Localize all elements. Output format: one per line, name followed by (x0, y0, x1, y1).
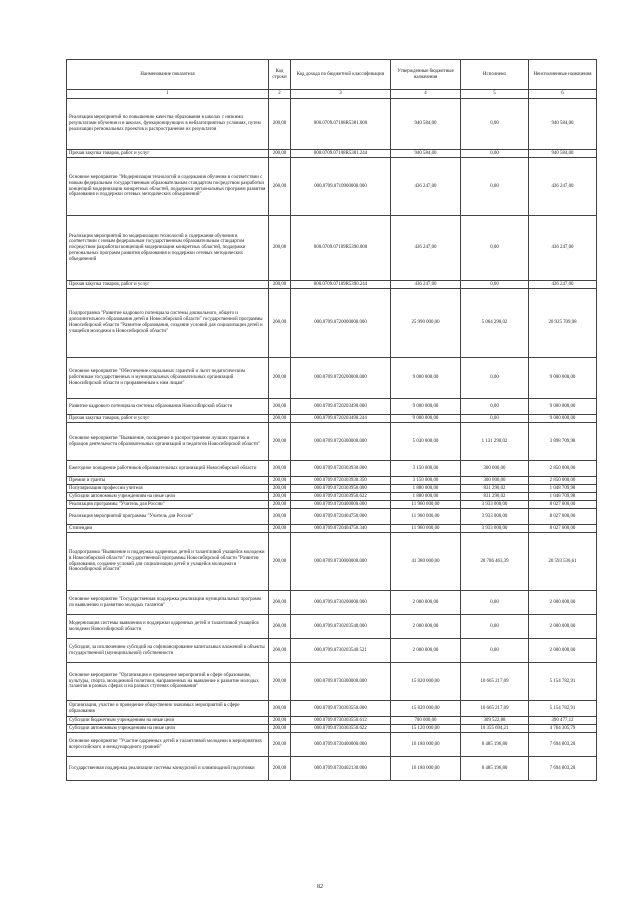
row-code: 200,00 (269, 423, 291, 461)
table-row (67, 615, 597, 639)
row-code: 200,00 (269, 415, 291, 423)
row-code: 200,00 (269, 533, 291, 591)
row-name: Основное мероприятие "Государственная поддержка реализации муниципальных программ по выявлению и развитию молодых талантов" (67, 591, 269, 615)
row-code: 200,00 (269, 725, 291, 733)
table-row (67, 639, 597, 663)
row-unexecuted: 1 048 709,98 (529, 493, 597, 501)
row-unexecuted: 5 154 782,91 (529, 663, 597, 701)
row-approved: 9 000 000,00 (391, 399, 461, 415)
page-number: 82 (317, 884, 323, 890)
row-name: Модернизация системы выявления и поддержки одаренных детей и талантливой учащейся молодежи Новосибирской области (67, 615, 269, 639)
table-row (67, 461, 597, 477)
row-executed: 300 000,00 (461, 461, 529, 477)
row-approved: 1 880 000,00 (391, 485, 461, 493)
row-executed: 0,00 (461, 399, 529, 415)
row-executed: 10 665 217,09 (461, 663, 529, 701)
row-unexecuted: 8 027 000,00 (529, 525, 597, 533)
table-row (67, 216, 597, 281)
table-row (67, 485, 597, 493)
header-code: Код строки (269, 60, 291, 90)
row-approved: 16 180 000,00 (391, 757, 461, 781)
row-name: Подпрограмма "Выявление и поддержка одаренных детей и талантливой учащейся молодежи в Новосибирской области" государственной программы Новосибирской области "Развитие образования, создание условий для социализации детей и учащейся молодежи в Новосибирской области" (67, 533, 269, 591)
row-approved: 436 247,00 (391, 216, 461, 281)
row-code: 200,00 (269, 701, 291, 717)
row-kbk: 000.0709.0720303950.000 (291, 485, 391, 493)
table-row (67, 150, 597, 158)
row-code: 200,00 (269, 663, 291, 701)
row-kbk: 000.0709.0720400000.000 (291, 501, 391, 509)
row-code: 200,00 (269, 639, 291, 663)
row-unexecuted: 8 027 000,00 (529, 501, 597, 509)
row-executed: 1 131 290,02 (461, 423, 529, 461)
row-executed: 300 000,00 (461, 477, 529, 485)
row-executed: 0,00 (461, 99, 529, 150)
row-name: Реализация мероприятий по повышению качества образования в школах с низкими результатами обучения и в школах, функционирующих в неблагоприятных условиях, путем реализации региональных проектов и распространения их результатов (67, 99, 269, 150)
column-number: 4 (391, 90, 461, 99)
row-name: Подпрограмма "Развитие кадрового потенциала системы дошкольного, общего и дополнительного образования детей в Новосибирской области" государственной программы Новосибирской области "Развитие образования, создание условий для социализации детей и учащейся молодежи в Новосибирской области" (67, 289, 269, 358)
row-executed: 0,00 (461, 415, 529, 423)
table-row (67, 399, 597, 415)
header-row (67, 60, 597, 90)
row-unexecuted: 2 850 000,00 (529, 461, 597, 477)
row-kbk: 000.0709.0720303930.000 (291, 461, 391, 477)
row-unexecuted: 4 764 305,79 (529, 725, 597, 733)
table-row (67, 158, 597, 216)
row-kbk: 000.0709.0710900000.000 (291, 158, 391, 216)
row-unexecuted: 2 000 000,00 (529, 615, 597, 639)
column-number: 1 (67, 90, 269, 99)
table-row (67, 725, 597, 733)
row-approved: 940 584,00 (391, 99, 461, 150)
column-number: 5 (461, 90, 529, 99)
row-code: 200,00 (269, 461, 291, 477)
row-approved: 11 960 000,00 (391, 509, 461, 525)
row-kbk: 000.0709.0730300000.000 (291, 663, 391, 701)
row-code: 200,00 (269, 281, 291, 289)
row-name: Основное мероприятие "Участие одаренных детей и талантливой молодежи в мероприятиях всероссийского и международного уровней" (67, 733, 269, 757)
table-row (67, 415, 597, 423)
row-executed: 5 064 290,02 (461, 289, 529, 358)
column-number: 2 (269, 90, 291, 99)
table-row (67, 501, 597, 509)
table-row (67, 477, 597, 485)
table-row (67, 663, 597, 701)
row-code: 200,00 (269, 216, 291, 281)
header-approved: Утвержденные бюджетные назначения (391, 60, 461, 90)
column-number-row (67, 90, 597, 99)
row-approved: 9 000 000,00 (391, 358, 461, 399)
row-executed: 10 665 217,09 (461, 701, 529, 717)
row-name: Государственная поддержка реализации системы конкурсной и олимпиадной подготовки (67, 757, 269, 781)
row-approved: 1 880 000,00 (391, 493, 461, 501)
row-name: Реализация мероприятий программы "Учитель для России" (67, 509, 269, 525)
row-name: Премии и гранты (67, 477, 269, 485)
table-row (67, 281, 597, 289)
row-executed: 10 355 694,21 (461, 725, 529, 733)
row-executed: 3 933 000,00 (461, 525, 529, 533)
column-number: 6 (529, 90, 597, 99)
row-name: Субсидии автономным учреждениям на иные цели (67, 493, 269, 501)
table-row (67, 717, 597, 725)
row-code: 200,00 (269, 358, 291, 399)
row-approved: 15 820 000,00 (391, 701, 461, 717)
row-kbk: 000.0709.07108R5381.244 (291, 150, 391, 158)
row-code: 200,00 (269, 477, 291, 485)
row-code: 200,00 (269, 525, 291, 533)
row-kbk: 000.0709.0720303930.350 (291, 477, 391, 485)
row-name: Прочая закупка товаров, работ и услуг (67, 281, 269, 289)
row-name: Основное мероприятие "Модернизация технологий и содержания обучения в соответствии с новым федеральным государственным образовательным стандартом посредством разработки концепций модернизации конкретных областей, поддержки региональных программ развития образования и поддержки сетевых методических объединений" (67, 158, 269, 216)
row-kbk: 000.0709.0720000000.000 (291, 289, 391, 358)
row-approved: 11 960 000,00 (391, 525, 461, 533)
row-code: 200,00 (269, 99, 291, 150)
header-unexecuted: Неисполненные назначения (529, 60, 597, 90)
table-row (67, 358, 597, 399)
row-unexecuted: 9 000 000,00 (529, 358, 597, 399)
row-code: 200,00 (269, 615, 291, 639)
row-kbk: 000.0709.0720300000.000 (291, 423, 391, 461)
row-executed: 0,00 (461, 615, 529, 639)
row-executed: 3 933 000,00 (461, 501, 529, 509)
row-kbk: 000.0709.07109R5390.244 (291, 281, 391, 289)
row-unexecuted: 436 247,00 (529, 216, 597, 281)
row-unexecuted: 1 048 709,98 (529, 485, 597, 493)
row-unexecuted: 9 000 000,00 (529, 415, 597, 423)
row-kbk: 000.0709.0730203540.521 (291, 639, 391, 663)
row-approved: 2 000 000,00 (391, 591, 461, 615)
row-kbk: 000.0709.0730200000.000 (291, 591, 391, 615)
row-approved: 25 990 000,00 (391, 289, 461, 358)
row-approved: 940 584,00 (391, 150, 461, 158)
row-executed: 0,00 (461, 150, 529, 158)
row-approved: 3 150 000,00 (391, 477, 461, 485)
table-row (67, 533, 597, 591)
row-executed: 0,00 (461, 639, 529, 663)
row-kbk: 000.0709.07109R5390.000 (291, 216, 391, 281)
table-row (67, 733, 597, 757)
row-approved: 700 000,00 (391, 717, 461, 725)
row-approved: 15 120 000,00 (391, 725, 461, 733)
row-code: 200,00 (269, 733, 291, 757)
row-approved: 2 000 000,00 (391, 639, 461, 663)
row-code: 200,00 (269, 757, 291, 781)
row-code: 200,00 (269, 158, 291, 216)
row-unexecuted: 9 000 000,00 (529, 399, 597, 415)
row-approved: 11 960 000,00 (391, 501, 461, 509)
row-code: 200,00 (269, 485, 291, 493)
row-executed: 3 933 000,00 (461, 509, 529, 525)
row-name: Реализация мероприятий по модернизации технологий и содержания обучения в соответствии с новым федеральным государственным образовательным стандартом посредством разработки концепций модернизации конкретных областей, поддержки региональных программ развития образования и поддержки сетевых методических объединений (67, 216, 269, 281)
row-kbk: 000.0709.0730303550.000 (291, 701, 391, 717)
row-unexecuted: 5 154 782,91 (529, 701, 597, 717)
row-unexecuted: 20 925 709,98 (529, 289, 597, 358)
row-executed: 0,00 (461, 158, 529, 216)
row-code: 200,00 (269, 509, 291, 525)
row-kbk: 000.0709.0720303950.622 (291, 493, 391, 501)
row-executed: 309 522,88 (461, 717, 529, 725)
row-name: Развитие кадрового потенциала системы образования Новосибирской области (67, 399, 269, 415)
row-executed: 831 290,02 (461, 485, 529, 493)
row-kbk: 000.0709.0720404750.000 (291, 509, 391, 525)
row-executed: 0,00 (461, 591, 529, 615)
row-unexecuted: 390 477,12 (529, 717, 597, 725)
row-kbk: 000.0709.0730303550.612 (291, 717, 391, 725)
row-unexecuted: 940 584,00 (529, 150, 597, 158)
row-approved: 41 380 000,00 (391, 533, 461, 591)
row-approved: 2 000 000,00 (391, 615, 461, 639)
row-approved: 3 150 000,00 (391, 461, 461, 477)
row-name: Субсидии автономным учреждениям на иные цели (67, 725, 269, 733)
row-approved: 436 247,00 (391, 158, 461, 216)
row-executed: 0,00 (461, 358, 529, 399)
header-kbk: Код дохода по бюджетной классификации (291, 60, 391, 90)
row-kbk: 000.0709.0730203540.000 (291, 615, 391, 639)
budget-execution-table (66, 59, 597, 781)
row-code: 200,00 (269, 591, 291, 615)
row-kbk: 000.0709.0720200000.000 (291, 358, 391, 399)
row-kbk: 000.0709.0720404750.340 (291, 525, 391, 533)
row-name: Прочая закупка товаров, работ и услуг (67, 415, 269, 423)
table-row (67, 757, 597, 781)
table-row (67, 701, 597, 717)
row-name: Субсидии, за исключением субсидий на софинансирование капитальных вложений в объекты государственной (муниципальной) собственности (67, 639, 269, 663)
row-name: Организация, участие и проведение общественно значимых мероприятий в сфере образования (67, 701, 269, 717)
row-code: 200,00 (269, 493, 291, 501)
row-unexecuted: 436 247,00 (529, 158, 597, 216)
row-kbk: 000.0709.0730303550.622 (291, 725, 391, 733)
row-name: Основное мероприятие "Организация и проведение мероприятий в сфере образования, культуры, спорта, молодежной политики, направленных на выявление и развитие молодых талантов в разных сферах и на разных ступенях образования" (67, 663, 269, 701)
row-unexecuted: 3 898 709,98 (529, 423, 597, 461)
row-approved: 5 030 000,00 (391, 423, 461, 461)
row-executed: 0,00 (461, 216, 529, 281)
row-approved: 9 000 000,00 (391, 415, 461, 423)
row-unexecuted: 7 694 803,20 (529, 733, 597, 757)
row-executed: 831 290,02 (461, 493, 529, 501)
row-unexecuted: 7 694 803,20 (529, 757, 597, 781)
row-name: Ежегодное поощрение работников образовательных организаций Новосибирской области (67, 461, 269, 477)
row-name: Основное мероприятие "Выявление, поощрение и распространение лучших практик и образцов деятельности образовательных организаций и педагогов Новосибирской области" (67, 423, 269, 461)
row-code: 200,00 (269, 289, 291, 358)
row-unexecuted: 940 584,00 (529, 99, 597, 150)
header-name: Наименование показателя (67, 60, 269, 90)
row-approved: 15 820 000,00 (391, 663, 461, 701)
row-approved: 436 247,00 (391, 281, 461, 289)
column-number: 3 (291, 90, 391, 99)
row-executed: 20 786 463,39 (461, 533, 529, 591)
row-executed: 0,00 (461, 281, 529, 289)
row-executed: 8 485 196,80 (461, 733, 529, 757)
row-name: Популяризация профессии учителя (67, 485, 269, 493)
row-code: 200,00 (269, 717, 291, 725)
row-code: 200,00 (269, 399, 291, 415)
table-row (67, 525, 597, 533)
row-unexecuted: 8 027 000,00 (529, 509, 597, 525)
row-code: 200,00 (269, 150, 291, 158)
table-row (67, 493, 597, 501)
row-unexecuted: 436 247,00 (529, 281, 597, 289)
row-code: 200,00 (269, 501, 291, 509)
header-executed: Исполнено (461, 60, 529, 90)
row-kbk: 000.0709.07108R5381.000 (291, 99, 391, 150)
row-executed: 8 485 196,80 (461, 757, 529, 781)
row-unexecuted: 2 000 000,00 (529, 591, 597, 615)
table-row (67, 289, 597, 358)
row-approved: 16 180 000,00 (391, 733, 461, 757)
row-kbk: 000.0709.0730400000.000 (291, 733, 391, 757)
report-sheet (66, 59, 596, 781)
row-name: Основное мероприятие "Обеспечение социальных гарантий и льгот педагогическим работникам государственных и муниципальных образовательных организаций Новосибирской области и приравненным к ним лицам" (67, 358, 269, 399)
row-name: Субсидии бюджетным учреждениям на иные цели (67, 717, 269, 725)
row-kbk: 000.0709.0730402130.000 (291, 757, 391, 781)
table-row (67, 423, 597, 461)
row-kbk: 000.0709.0720203490.244 (291, 415, 391, 423)
table-row (67, 591, 597, 615)
row-unexecuted: 2 850 000,00 (529, 477, 597, 485)
row-name: Стипендии (67, 525, 269, 533)
row-unexecuted: 20 593 536,61 (529, 533, 597, 591)
table-row (67, 509, 597, 525)
table-row (67, 99, 597, 150)
row-name: Реализация программы "Учитель для России" (67, 501, 269, 509)
row-kbk: 000.0709.0720203490.000 (291, 399, 391, 415)
row-unexecuted: 2 000 000,00 (529, 639, 597, 663)
row-kbk: 000.0709.0730000000.000 (291, 533, 391, 591)
row-name: Прочая закупка товаров, работ и услуг (67, 150, 269, 158)
